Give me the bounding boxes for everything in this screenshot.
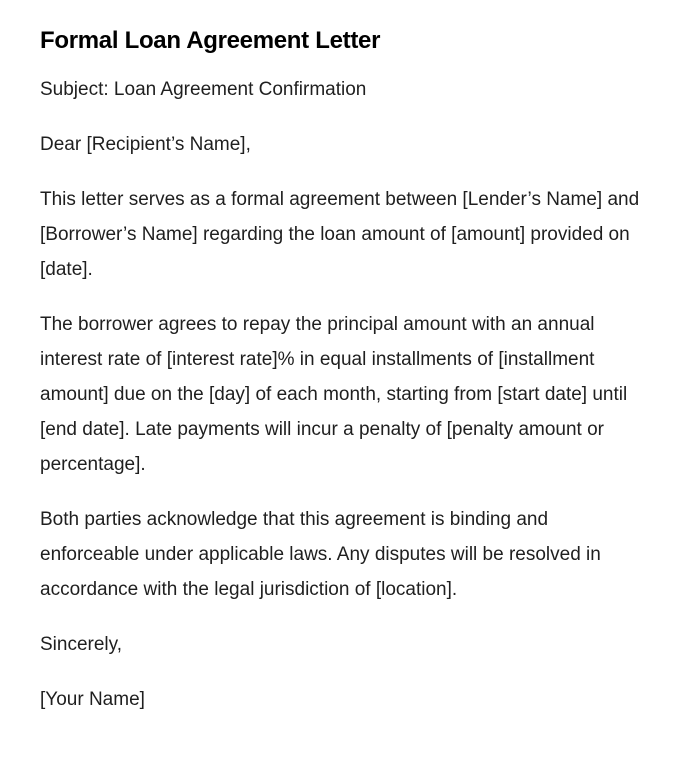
signature: [Your Name] [40, 689, 145, 710]
letter-title: Formal Loan Agreement Letter [40, 27, 381, 54]
body-paragraph-repayment: The borrower agrees to repay the principal amount with an annual interest rate of [interest rate]% in equal installments of [installment amount] due on the [day] of each month, starting from [start date] until [end date]. Late payments will incur a penalty of [penalty amount or percentage]. [40, 314, 628, 475]
subject-line: Subject: Loan Agreement Confirmation [40, 79, 367, 100]
closing: Sincerely, [40, 634, 123, 655]
salutation: Dear [Recipient’s Name], [40, 134, 251, 155]
body-paragraph-disputes: Both parties acknowledge that this agreement is binding and enforceable under applicable laws. Any disputes will be resolved in accordance with the legal jurisdiction of [location]. [40, 509, 601, 600]
body-paragraph-agreement: This letter serves as a formal agreement between [Lender’s Name] and [Borrower’s Name] regarding the loan amount of [amount] provided on [date]. [40, 189, 640, 280]
letter-document [40, 22, 650, 737]
